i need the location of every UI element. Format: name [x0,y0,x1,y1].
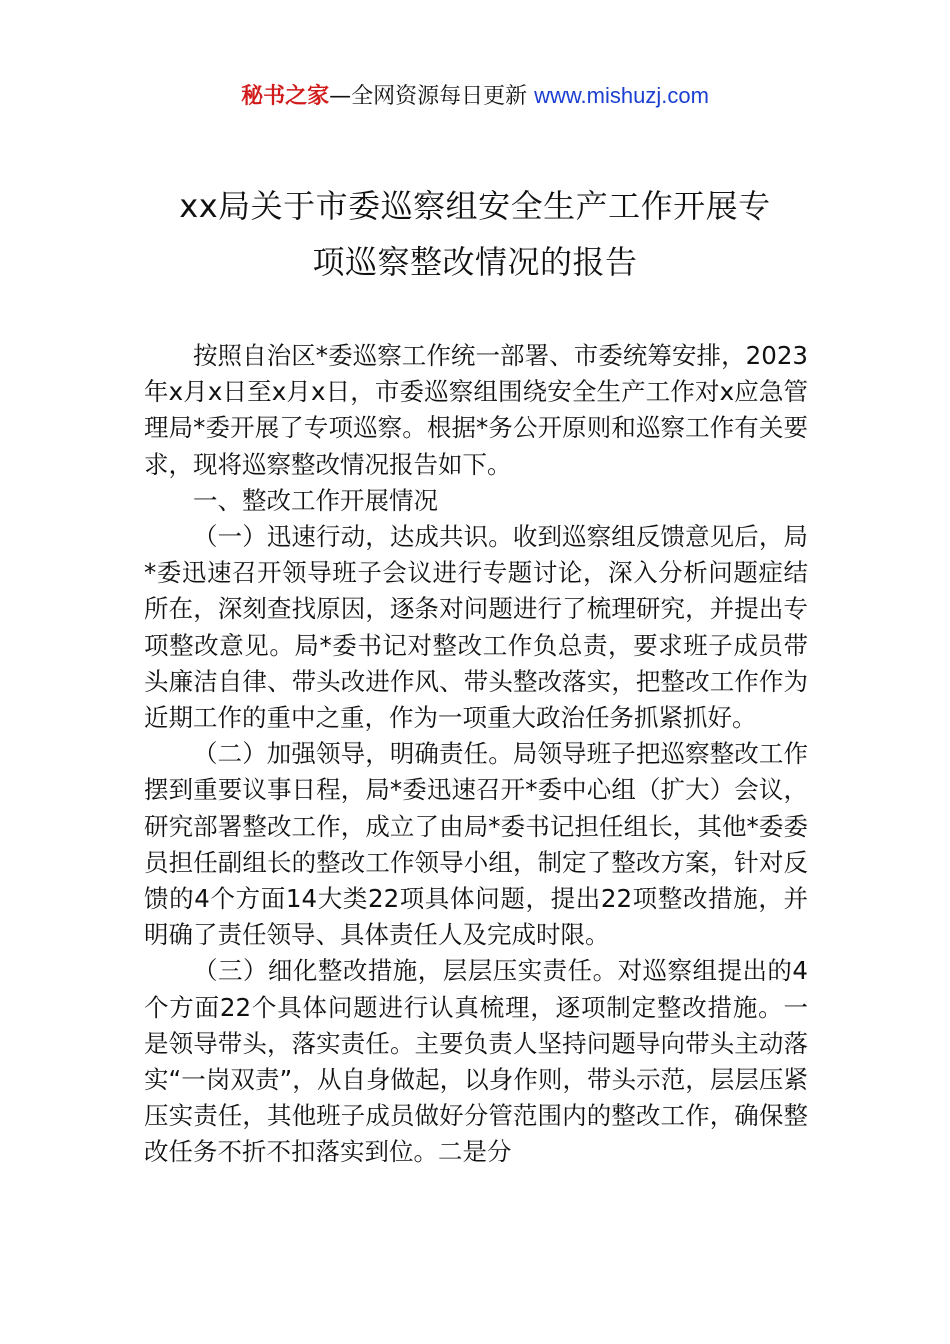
document-title [100,178,850,290]
paragraph-intro: 按照自治区*委巡察工作统一部署、市委统筹安排，2023年x月x日至x月x日，市委巡察组围绕安全生产工作对x应急管理局*委开展了专项巡察。根据*务公开原则和巡察工作有关要求，现将巡察整改情况报告如下。 [144,341,808,479]
site-url-link[interactable]: www.mishuzj.com [534,83,709,108]
title-line-2: 项巡察整改情况的报告 [312,243,638,281]
document-body [144,338,808,1171]
paragraph-section-1-3: （三）细化整改措施，层层压实责任。对巡察组提出的4个方面22个具体问题进行认真梳理，逐项制定整改措施。一是领导带头，落实责任。主要负责人坚持问题导向带头主动落实“一岗双责”，从自身做起，以身作则，带头示范，层层压紧压实责任，其他班子成员做好分管范围内的整改工作，确保整改任务不折不扣落实到位。二是分 [144,956,808,1167]
title-line-1: xx局关于市委巡察组安全生产工作开展专 [179,187,771,225]
site-header [0,78,950,115]
paragraph-section-1-1: （一）迅速行动，达成共识。收到巡察组反馈意见后，局*委迅速召开领导班子会议进行专题讨论，深入分析问题症结所在，深刻查找原因，逐条对问题进行了梳理研究，并提出专项整改意见。局*委书记对整改工作负总责，要求班子成员带头廉洁自律、带头改进作风、带头整改落实，把整改工作作为近期工作的重中之重，作为一项重大政治任务抓紧抓好。 [144,522,808,733]
section-heading-1: 一、整改工作开展情况 [193,485,438,515]
paragraph-section-1-2: （二）加强领导，明确责任。局领导班子把巡察整改工作摆到重要议事日程，局*委迅速召开*委中心组（扩大）会议，研究部署整改工作，成立了由局*委书记担任组长，其他*委委员担任副组长的整改工作领导小组，制定了整改方案，针对反馈的4个方面14大类22项具体问题，提出22项整改措施，并明确了责任领导、具体责任人及完成时限。 [144,739,808,950]
header-tagline: —全网资源每日更新 [329,84,535,109]
brand-name: 秘书之家 [241,84,330,109]
